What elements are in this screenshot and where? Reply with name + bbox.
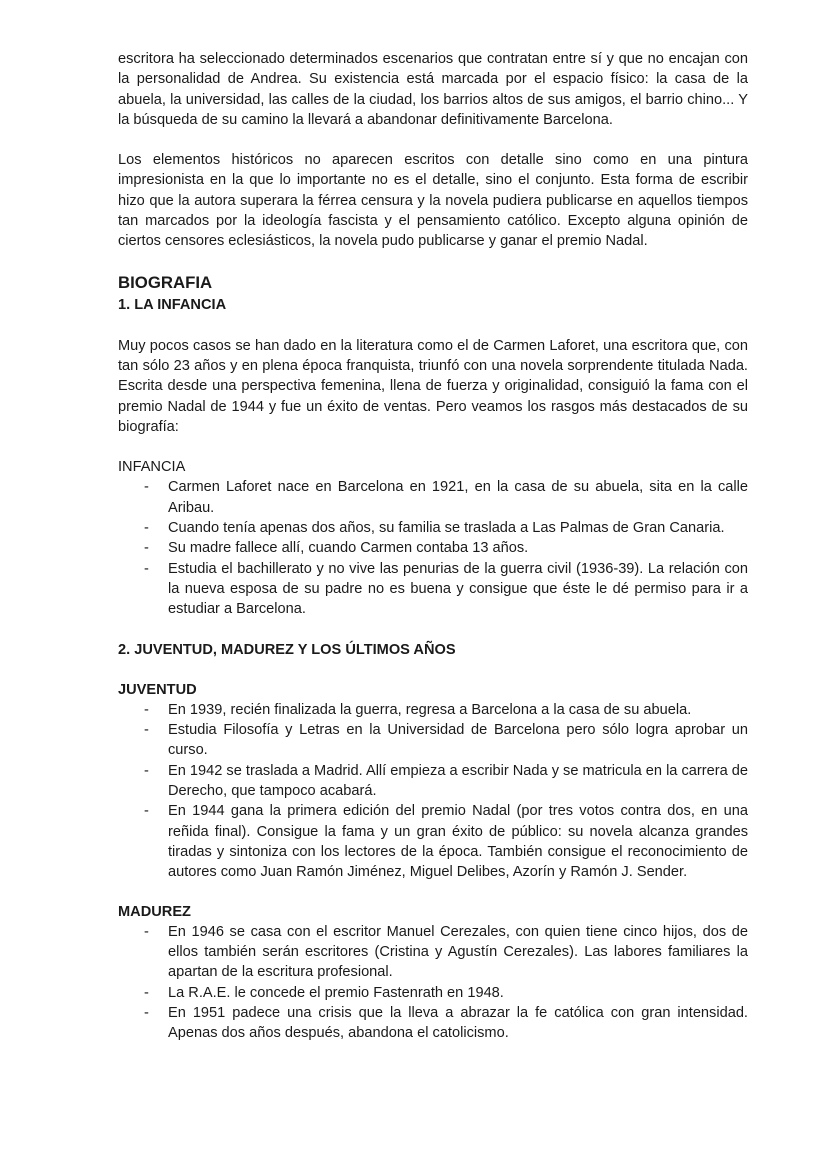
list-item-text: En 1946 se casa con el escritor Manuel Cerezales, con quien tiene cinco hijos, dos de ellos también serán escritores (Cristina y Agustín Cerezales). Las labores familiares la apartan de la escritura profesional. <box>168 923 748 981</box>
bullet-dash: - <box>144 540 149 557</box>
list-item-text: Carmen Laforet nace en Barcelona en 1921, en la casa de su abuela, sita en la calle Aribau. <box>168 479 748 516</box>
bullet-dash: - <box>144 520 149 537</box>
intro-paragraph-2: Los elementos históricos no aparecen escritos con detalle sino como en una pintura impresionista en la que lo importante no es el detalle, sino el conjunto. Esta forma de escribir hizo que la autora superara la férrea censura y la novela pudiera publicarse en aquellos tiempos tan marcados por la ideología fascista y el pensamiento católico. Excepto alguna opinión de ciertos censores eclesiásticos, la novela pudo publicarse y ganar el premio Nadal. <box>118 152 748 250</box>
list-item <box>118 1003 748 1044</box>
bullet-dash: - <box>144 479 149 496</box>
list-item <box>118 700 748 720</box>
list-item <box>118 518 748 538</box>
infancia-label: INFANCIA <box>118 459 186 476</box>
juventud-label: JUVENTUD <box>118 681 197 698</box>
list-item-text: Estudia el bachillerato y no vive las penurias de la guerra civil (1936-39). La relación con la nueva esposa de su padre no es buena y consigue que éste le dé permiso para ir a estudiar a Barcelona. <box>168 560 748 618</box>
section-2-title: 2. JUVENTUD, MADUREZ Y LOS ÚLTIMOS AÑOS <box>118 641 456 658</box>
list-item-text: En 1939, recién finalizada la guerra, regresa a Barcelona a la casa de su abuela. <box>168 701 692 718</box>
madurez-label: MADUREZ <box>118 903 191 920</box>
list-item-text: En 1951 padece una crisis que la lleva a abrazar la fe católica con gran intensidad. Apenas dos años después, abandona el catolicismo. <box>168 1004 748 1042</box>
list-item <box>118 761 748 802</box>
list-item <box>118 477 748 518</box>
section-1-title: 1. LA INFANCIA <box>118 296 227 313</box>
list-item <box>118 559 748 620</box>
madurez-list <box>118 922 748 1044</box>
infancia-list <box>118 477 748 619</box>
bullet-dash: - <box>144 803 149 820</box>
bullet-dash: - <box>144 722 149 739</box>
list-item <box>118 538 748 558</box>
section-1-paragraph: Muy pocos casos se han dado en la literatura como el de Carmen Laforet, una escritora que, con tan sólo 23 años y en plena época franquista, triunfó con una novela sorprendente titulada Nada. Escrita desde una perspectiva femenina, llena de fuerza y originalidad, consiguió la fama con el premio Nadal de 1944 y fue un éxito de ventas. Pero veamos los rasgos más destacados de su biografía: <box>118 337 748 435</box>
list-item-text: La R.A.E. le concede el premio Fastenrath en 1948. <box>168 984 504 1001</box>
list-item <box>118 922 748 983</box>
juventud-list <box>118 700 748 883</box>
intro-paragraph-1: escritora ha seleccionado determinados escenarios que contratan entre sí y que no encajan con la personalidad de Andrea. Su existencia está marcada por el espacio físico: la casa de la abuela, la universidad, las calles de la ciudad, los barrios altos de sus amigos, el barrio chino... Y la búsqueda de su camino la llevará a abandonar definitivamente Barcelona. <box>118 51 748 128</box>
list-item-text: Su madre fallece allí, cuando Carmen contaba 13 años. <box>168 540 529 557</box>
bullet-dash: - <box>144 701 149 718</box>
bullet-dash: - <box>144 923 149 940</box>
biografia-heading: BIOGRAFIA <box>118 272 213 292</box>
bullet-dash: - <box>144 984 149 1001</box>
list-item-text: En 1944 gana la primera edición del premio Nadal (por tres votos contra dos, en una reñida final). Consigue la fama y un gran éxito de público: su novela alcanza grandes tiradas y sintoniza con los lectores de la época. También consigue el reconocimiento de autores como Juan Ramón Jiménez, Miguel Delibes, Azorín y Ramón J. Sender. <box>168 803 748 881</box>
list-item <box>118 983 748 1003</box>
bullet-dash: - <box>144 560 149 577</box>
bullet-dash: - <box>144 762 149 779</box>
list-item-text: En 1942 se traslada a Madrid. Allí empieza a escribir Nada y se matricula en la carrera de Derecho, que tampoco acabará. <box>168 762 748 800</box>
list-item-text: Estudia Filosofía y Letras en la Universidad de Barcelona pero sólo logra aprobar un curso. <box>168 722 748 759</box>
list-item-text: Cuando tenía apenas dos años, su familia se traslada a Las Palmas de Gran Canaria. <box>168 520 725 537</box>
list-item <box>118 801 748 882</box>
bullet-dash: - <box>144 1004 149 1021</box>
list-item <box>118 720 748 761</box>
